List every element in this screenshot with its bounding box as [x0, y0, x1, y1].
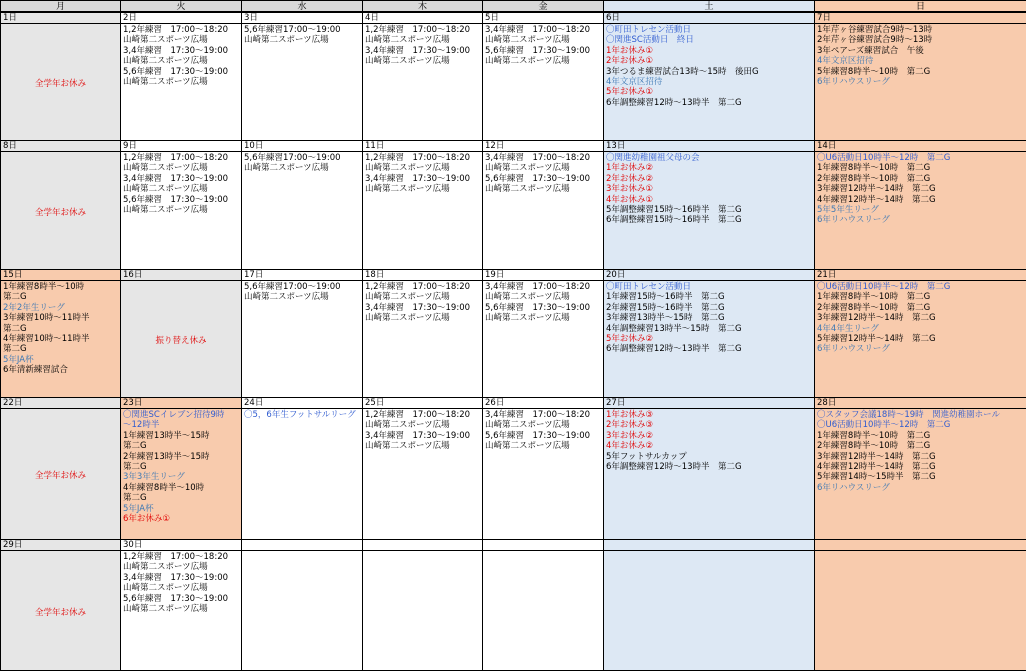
day-cell[interactable]	[603, 539, 815, 671]
event-list	[242, 152, 362, 174]
day-number: 3日	[242, 13, 362, 24]
day-number: 30日	[121, 540, 241, 551]
event-list	[242, 409, 362, 420]
day-number: 22日	[1, 398, 120, 409]
event-line: 3,4年練習 17:30～19:00	[365, 302, 471, 313]
event-line: 山崎第二スポーツ広場	[485, 163, 570, 174]
event-line: 6年調整練習15時～16時半 第二G	[606, 215, 742, 226]
event-line: 1,2年練習 17:00～18:20	[365, 410, 471, 420]
event-line: 1年練習13時半～15時	[123, 430, 210, 441]
event-line: 4年文京区招待	[817, 56, 874, 67]
day-cell[interactable]	[482, 12, 604, 141]
event-line: 3年お休み①	[606, 184, 654, 195]
event-line: 5,6年練習 17:30～19:00	[485, 173, 591, 184]
event-line: 2年2年生リーグ	[3, 302, 65, 313]
event-line: 2年練習13時半～15時	[123, 451, 210, 462]
event-line: 5,6年練習 17:30～19:00	[485, 302, 591, 313]
event-list	[1, 152, 120, 153]
day-cell[interactable]	[241, 539, 363, 671]
event-line: 〇関進SC活動日 終日	[606, 35, 694, 46]
event-line: 3年3年生リーグ	[123, 472, 185, 483]
event-list	[363, 551, 482, 552]
event-line: 2年お休み③	[606, 420, 654, 431]
day-number: 21日	[815, 270, 1026, 281]
event-line: 山崎第二スポーツ広場	[365, 292, 450, 303]
day-cell[interactable]	[814, 397, 1026, 540]
event-line: 1年練習8時半～10時 第二G	[817, 430, 931, 441]
event-line: 3年練習10時～11時半	[3, 313, 90, 324]
event-list	[1, 409, 120, 410]
day-number: 19日	[483, 270, 603, 281]
event-list	[242, 24, 362, 46]
day-cell[interactable]	[482, 539, 604, 671]
event-line: 6年リハウスリーグ	[817, 482, 890, 493]
event-line: 第二G	[123, 441, 147, 452]
day-number	[363, 540, 482, 551]
event-line: 山崎第二スポーツ広場	[123, 163, 208, 174]
day-cell[interactable]	[362, 12, 483, 141]
event-line: ～12時半	[123, 420, 160, 431]
event-line: 山崎第二スポーツ広場	[244, 163, 329, 174]
weekday-header-wed: 水	[241, 0, 363, 12]
event-list	[815, 409, 1026, 493]
event-line: 山崎第二スポーツ広場	[244, 292, 329, 303]
event-line: 3,4年練習 17:30～19:00	[123, 572, 229, 583]
day-cell[interactable]	[603, 397, 815, 540]
event-line: 5年調整練習15時～16時半 第二G	[606, 205, 742, 216]
day-cell[interactable]	[603, 12, 815, 141]
event-line: 山崎第二スポーツ広場	[123, 583, 208, 594]
day-cell[interactable]	[0, 12, 121, 141]
event-line: 3,4年練習 17:00～18:20	[485, 153, 591, 163]
event-line: 山崎第二スポーツ広場	[365, 35, 450, 46]
event-line: 4年お休み①	[606, 194, 654, 205]
day-cell[interactable]	[241, 397, 363, 540]
event-list	[121, 409, 241, 524]
event-line: 1,2年練習 17:00～18:20	[365, 25, 471, 35]
event-line: 5,6年練習17:00～19:00	[244, 153, 341, 163]
event-line: 〇5，6年生フットサルリーグ	[244, 410, 356, 420]
day-number: 12日	[483, 141, 603, 152]
event-line: 3,4年練習 17:30～19:00	[365, 430, 471, 441]
day-number	[604, 540, 814, 551]
event-line: 山崎第二スポーツ広場	[365, 56, 450, 67]
event-line: 2年芹ヶ谷練習試合9時～13時	[817, 35, 933, 46]
day-number: 17日	[242, 270, 362, 281]
day-cell[interactable]	[362, 269, 483, 398]
event-line: 2年練習8時半～10時 第二G	[817, 173, 931, 184]
event-line: 山崎第二スポーツ広場	[123, 205, 208, 216]
event-line: 4年お休み②	[606, 441, 654, 452]
day-cell[interactable]	[241, 140, 363, 270]
event-list	[815, 281, 1026, 355]
day-number: 27日	[604, 398, 814, 409]
event-line: 5年JA杯	[123, 503, 154, 514]
event-list	[1, 281, 120, 376]
event-list	[483, 24, 603, 67]
event-line: 5,6年練習 17:30～19:00	[485, 45, 591, 56]
day-note: 全学年お休み	[34, 79, 86, 89]
day-number: 23日	[121, 398, 241, 409]
event-line: 3,4年練習 17:30～19:00	[365, 173, 471, 184]
event-list	[1, 551, 120, 552]
event-list	[363, 281, 482, 324]
event-list	[604, 409, 814, 472]
event-list	[121, 551, 241, 614]
day-cell[interactable]	[0, 539, 121, 671]
weekday-header-sun: 日	[814, 0, 1026, 12]
event-line: 〇U6活動日10時半～12時 第二G	[817, 153, 951, 163]
event-line: 4年4年生リーグ	[817, 323, 879, 334]
weekday-header-sat: 土	[603, 0, 815, 12]
event-line: 1年練習8時半～10時 第二G	[817, 292, 931, 303]
event-line: 1,2年練習 17:00～18:20	[365, 153, 471, 163]
event-line: 5,6年練習 17:30～19:00	[123, 66, 229, 77]
day-cell[interactable]	[120, 397, 242, 540]
event-line: 3,4年練習 17:30～19:00	[365, 45, 471, 56]
day-cell[interactable]	[362, 140, 483, 270]
day-number: 7日	[815, 13, 1026, 24]
event-line: 山崎第二スポーツ広場	[365, 420, 450, 431]
day-cell[interactable]	[482, 140, 604, 270]
day-note: 全学年お休み	[34, 208, 86, 218]
event-list	[242, 281, 362, 303]
event-list	[1, 24, 120, 25]
event-line: 山崎第二スポーツ広場	[485, 441, 570, 452]
day-cell[interactable]	[482, 269, 604, 398]
event-line: 4年練習12時半～14時 第二G	[817, 462, 936, 473]
event-line: 山崎第二スポーツ広場	[485, 184, 570, 195]
event-line: 3年練習12時半～14時 第二G	[817, 184, 936, 195]
day-cell[interactable]	[120, 140, 242, 270]
event-line: 3年ペアーズ練習試合 午後	[817, 45, 924, 56]
day-note: 全学年お休み	[34, 608, 86, 618]
event-line: 第二G	[123, 493, 147, 504]
event-line: 3,4年練習 17:00～18:20	[485, 25, 591, 35]
event-line: 〇町田トレセン活動日	[606, 25, 692, 35]
day-number: 15日	[1, 270, 120, 281]
event-list	[363, 24, 482, 67]
event-line: 1年お休み①	[606, 45, 654, 56]
event-line: 1年芹ヶ谷練習試合9時～13時	[817, 25, 933, 35]
event-line: 山崎第二スポーツ広場	[123, 35, 208, 46]
day-number: 28日	[815, 398, 1026, 409]
event-line: 6年調整練習12時～13時半 第二G	[606, 462, 742, 473]
event-list	[604, 281, 814, 355]
event-line: 5年お休み①	[606, 87, 654, 98]
event-line: 1年練習8時半～10時	[3, 282, 85, 292]
event-line: 6年清新練習試合	[3, 365, 68, 376]
event-line: 6年調整練習12時～13時半 第二G	[606, 97, 742, 108]
event-line: 〇スタッフ会議18時～19時 関進幼稚園ホール	[817, 410, 1000, 420]
event-line: 〇U6活動日10時半～12時 第二G	[817, 282, 951, 292]
event-list	[815, 24, 1026, 87]
day-number: 10日	[242, 141, 362, 152]
event-line: 山崎第二スポーツ広場	[365, 441, 450, 452]
day-number: 6日	[604, 13, 814, 24]
day-number: 1日	[1, 13, 120, 24]
event-line: 山崎第二スポーツ広場	[365, 163, 450, 174]
event-line: 1,2年練習 17:00～18:20	[123, 153, 229, 163]
event-list	[483, 281, 603, 324]
event-line: 2年練習8時半～10時 第二G	[817, 441, 931, 452]
day-number	[815, 540, 1026, 551]
event-list	[363, 409, 482, 452]
event-line: 1年練習15時～16時半 第二G	[606, 292, 725, 303]
day-number: 11日	[363, 141, 482, 152]
event-list	[815, 551, 1026, 552]
event-list	[121, 152, 241, 215]
event-line: 1年練習8時半～10時 第二G	[817, 163, 931, 174]
weekday-header-fri: 金	[482, 0, 604, 12]
event-line: 山崎第二スポーツ広場	[123, 56, 208, 67]
event-line: 山崎第二スポーツ広場	[485, 313, 570, 324]
day-cell[interactable]	[362, 397, 483, 540]
day-cell[interactable]	[482, 397, 604, 540]
day-cell[interactable]	[241, 269, 363, 398]
event-line: 山崎第二スポーツ広場	[485, 35, 570, 46]
event-line: 5年練習8時半～10時 第二G	[817, 66, 931, 77]
day-cell[interactable]	[120, 12, 242, 141]
event-line: 〇町田トレセン活動日	[606, 282, 692, 292]
event-list	[604, 551, 814, 552]
event-list	[242, 551, 362, 552]
event-line: 5年フットサルカップ	[606, 451, 687, 462]
day-number: 4日	[363, 13, 482, 24]
event-line: 第二G	[3, 292, 27, 303]
event-line: 4年調整練習13時半～15時 第二G	[606, 323, 742, 334]
event-line: 3年練習12時半～14時 第二G	[817, 451, 936, 462]
event-line: 5,6年練習 17:30～19:00	[123, 593, 229, 604]
event-line: 3年つるま練習試合13時～15時 後田G	[606, 66, 759, 77]
event-line: 第二G	[123, 462, 147, 473]
event-line: 5年練習12時半～14時 第二G	[817, 334, 936, 345]
event-list	[483, 551, 603, 552]
event-list	[604, 24, 814, 108]
day-cell[interactable]	[814, 539, 1026, 671]
event-line: 1年お休み②	[606, 163, 654, 174]
event-line: 山崎第二スポーツ広場	[244, 35, 329, 46]
event-line: 第二G	[3, 344, 27, 355]
day-number: 16日	[121, 270, 241, 281]
day-cell[interactable]	[603, 140, 815, 270]
event-line: 3,4年練習 17:00～18:20	[485, 282, 591, 292]
event-line: 5,6年練習17:00～19:00	[244, 25, 341, 35]
day-number: 26日	[483, 398, 603, 409]
day-cell[interactable]	[603, 269, 815, 398]
day-number: 8日	[1, 141, 120, 152]
event-line: 4年練習10時～11時半	[3, 334, 90, 345]
event-line: 4年練習12時半～14時 第二G	[817, 194, 936, 205]
event-line: 山崎第二スポーツ広場	[123, 184, 208, 195]
day-number: 9日	[121, 141, 241, 152]
day-number: 14日	[815, 141, 1026, 152]
event-line: 5,6年練習17:00～19:00	[244, 282, 341, 292]
day-number: 2日	[121, 13, 241, 24]
day-cell[interactable]	[0, 140, 121, 270]
event-line: 6年リハウスリーグ	[817, 344, 890, 355]
event-line: 山崎第二スポーツ広場	[365, 313, 450, 324]
event-line: 山崎第二スポーツ広場	[365, 184, 450, 195]
day-number: 29日	[1, 540, 120, 551]
day-number	[483, 540, 603, 551]
day-cell[interactable]	[0, 269, 121, 398]
event-line: 5,6年練習 17:30～19:00	[123, 194, 229, 205]
event-line: 4年文京区招待	[606, 77, 663, 88]
day-cell[interactable]	[241, 12, 363, 141]
day-cell[interactable]	[814, 269, 1026, 398]
event-line: 4年練習8時半～10時	[123, 482, 205, 493]
event-line: 山崎第二スポーツ広場	[485, 56, 570, 67]
event-line: 1年お休み③	[606, 410, 654, 420]
event-line: 1,2年練習 17:00～18:20	[123, 552, 229, 562]
event-line: 6年お休み①	[123, 514, 171, 525]
day-note: 全学年お休み	[34, 471, 86, 481]
event-line: 山崎第二スポーツ広場	[123, 604, 208, 615]
event-list	[483, 152, 603, 195]
day-number: 18日	[363, 270, 482, 281]
event-line: 1,2年練習 17:00～18:20	[365, 282, 471, 292]
weekday-header-mon: 月	[0, 0, 121, 12]
day-number: 25日	[363, 398, 482, 409]
event-line: 5,6年練習 17:30～19:00	[485, 430, 591, 441]
day-cell[interactable]	[362, 539, 483, 671]
event-line: 山崎第二スポーツ広場	[123, 77, 208, 88]
day-note: 振り替え休み	[155, 336, 207, 346]
day-cell[interactable]	[814, 12, 1026, 141]
event-list	[483, 409, 603, 452]
event-list	[815, 152, 1026, 226]
day-number: 13日	[604, 141, 814, 152]
day-cell[interactable]	[120, 539, 242, 671]
day-cell[interactable]	[814, 140, 1026, 270]
event-line: 5年JA杯	[3, 354, 34, 365]
event-line: 6年調整練習12時～13時半 第二G	[606, 344, 742, 355]
event-line: 5年5年生リーグ	[817, 205, 879, 216]
event-line: 第二G	[3, 323, 27, 334]
day-cell[interactable]	[120, 269, 242, 398]
event-line: 5年お休み②	[606, 334, 654, 345]
event-list	[121, 24, 241, 87]
event-line: 2年練習15時～16時半 第二G	[606, 302, 725, 313]
event-line: 3,4年練習 17:30～19:00	[123, 173, 229, 184]
event-list	[121, 281, 241, 282]
event-line: 3,4年練習 17:30～19:00	[123, 45, 229, 56]
event-line: 3,4年練習 17:00～18:20	[485, 410, 591, 420]
event-line: 1,2年練習 17:00～18:20	[123, 25, 229, 35]
event-list	[604, 152, 814, 226]
day-number: 20日	[604, 270, 814, 281]
event-line: 3年練習12時半～14時 第二G	[817, 313, 936, 324]
event-list	[363, 152, 482, 195]
event-line: 2年お休み①	[606, 56, 654, 67]
event-line: 〇関進幼稚園祖父母の会	[606, 153, 700, 163]
event-line: 2年お休み②	[606, 173, 654, 184]
day-number: 5日	[483, 13, 603, 24]
event-line: 3年練習13時半～15時 第二G	[606, 313, 725, 324]
event-line: 5年練習14時～15時半 第二G	[817, 472, 936, 483]
event-line: 山崎第二スポーツ広場	[485, 292, 570, 303]
weekday-header-tue: 火	[120, 0, 242, 12]
event-line: 3年お休み②	[606, 430, 654, 441]
weekday-header-thu: 木	[362, 0, 483, 12]
event-line: 〇U6活動日10時半～12時 第二G	[817, 420, 951, 431]
event-line: 6年リハウスリーグ	[817, 215, 890, 226]
event-line: 山崎第二スポーツ広場	[485, 420, 570, 431]
day-number: 24日	[242, 398, 362, 409]
event-line: 〇関進SCイレブン招待9時	[123, 410, 225, 420]
event-line: 2年練習8時半～10時 第二G	[817, 302, 931, 313]
day-cell[interactable]	[0, 397, 121, 540]
day-number	[242, 540, 362, 551]
event-line: 6年リハウスリーグ	[817, 77, 890, 88]
event-line: 山崎第二スポーツ広場	[123, 562, 208, 573]
